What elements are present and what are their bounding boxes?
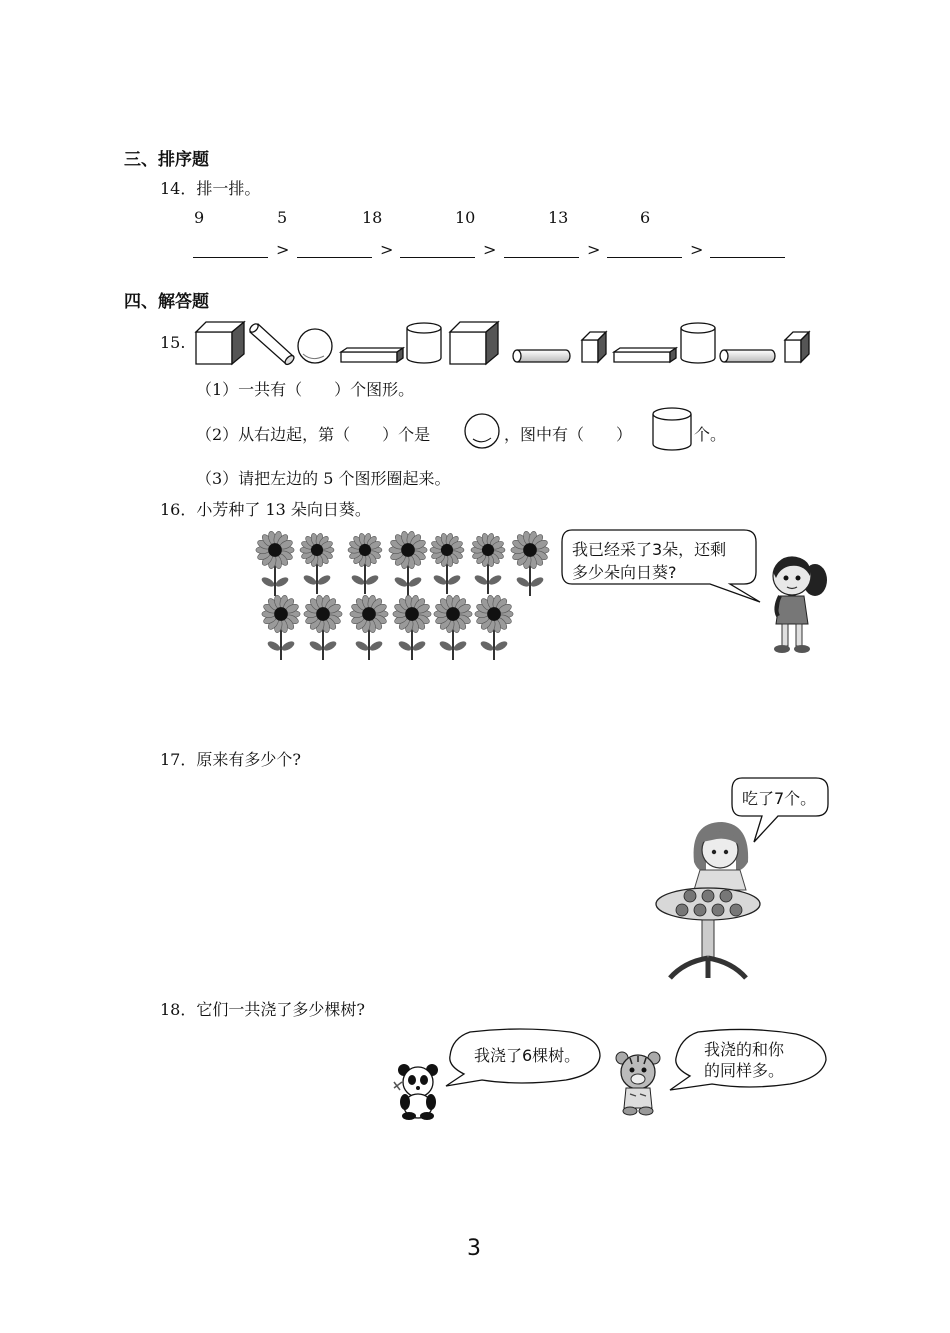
cuboid-icon: [785, 332, 809, 362]
greater-than-sign: >: [587, 240, 601, 259]
greater-than-sign: >: [483, 240, 497, 259]
sunflower-icon: [350, 595, 388, 660]
q15-shapes-row: [190, 318, 830, 368]
sunflower-icon: [348, 533, 382, 594]
cylinder-icon: [681, 323, 715, 363]
sunflower-icon: [262, 595, 300, 660]
speech-bubble-text: 我浇了6棵树。: [474, 1046, 581, 1065]
speech-bubble-text: 的同样多。: [704, 1061, 785, 1080]
q15-part-2a: （2）从右边起，第（ ）个是: [196, 425, 431, 444]
section-4-heading: 四、解答题: [124, 292, 209, 312]
cylinder-icon: [720, 350, 775, 362]
cuboid-icon: [341, 348, 403, 362]
sunflower-icon: [434, 595, 472, 660]
cylinder-icon: [513, 350, 570, 362]
cube-icon: [196, 322, 244, 364]
tiger-illustration: [610, 1048, 670, 1118]
sunflower-icon: [393, 595, 431, 660]
answer-blank[interactable]: [193, 256, 268, 258]
sunflower-icon: [300, 533, 334, 594]
question-15-number: 15.: [160, 333, 186, 352]
cuboid-icon: [614, 348, 676, 362]
answer-blank[interactable]: [710, 256, 785, 258]
sunflower-group: [255, 528, 555, 668]
q15-part-1: （1）一共有（ ）个图形。: [196, 380, 415, 399]
sunflower-icon: [389, 531, 427, 596]
question-17-prompt: 17．原来有多少个?: [160, 750, 301, 769]
q15-part-2b: ，图中有（ ）: [504, 425, 633, 444]
question-18-prompt: 18．它们一共浇了多少棵树?: [160, 1000, 365, 1019]
panda-illustration: [390, 1060, 450, 1120]
speech-bubble-text: 多少朵向日葵?: [572, 563, 677, 582]
answer-blank[interactable]: [297, 256, 372, 258]
answer-blank[interactable]: [607, 256, 682, 258]
sunflower-icon: [471, 533, 505, 594]
section-3-heading: 三、排序题: [124, 150, 209, 170]
answer-blank[interactable]: [504, 256, 579, 258]
girl-at-table-illustration: [650, 812, 770, 982]
question-16-prompt: 16．小芳种了 13 朵向日葵。: [160, 500, 371, 519]
cylinder-icon: [650, 406, 694, 454]
sunflower-icon: [511, 531, 549, 596]
cylinder-icon: [248, 322, 295, 366]
cuboid-icon: [582, 332, 606, 362]
sunflower-icon: [475, 595, 513, 660]
q14-number: 6: [640, 208, 651, 227]
q14-number: 13: [548, 208, 569, 227]
speech-bubble-text: 我已经采了3朵，还剩: [572, 540, 727, 559]
answer-blank[interactable]: [400, 256, 475, 258]
greater-than-sign: >: [276, 240, 290, 259]
sunflower-icon: [304, 595, 342, 660]
speech-bubble-text: 我浇的和你: [704, 1040, 785, 1059]
sunflower-icon: [256, 531, 294, 596]
q14-number: 18: [362, 208, 383, 227]
girl-illustration: [760, 550, 840, 660]
q15-part-2c: 个。: [694, 425, 727, 444]
cylinder-icon: [407, 323, 441, 363]
sunflower-icon: [430, 533, 464, 594]
q14-number: 5: [277, 208, 288, 227]
cube-icon: [450, 322, 498, 364]
q15-part-3: （3）请把左边的 5 个图形圈起来。: [196, 469, 451, 488]
q14-number: 9: [194, 208, 205, 227]
greater-than-sign: >: [690, 240, 704, 259]
sphere-icon: [298, 329, 332, 363]
speech-bubble-text: 吃了7个。: [742, 789, 817, 808]
q14-number: 10: [455, 208, 476, 227]
question-14-prompt: 14．排一排。: [160, 179, 261, 198]
greater-than-sign: >: [380, 240, 394, 259]
sphere-icon: [463, 411, 503, 451]
page-number: 3: [467, 1236, 481, 1261]
